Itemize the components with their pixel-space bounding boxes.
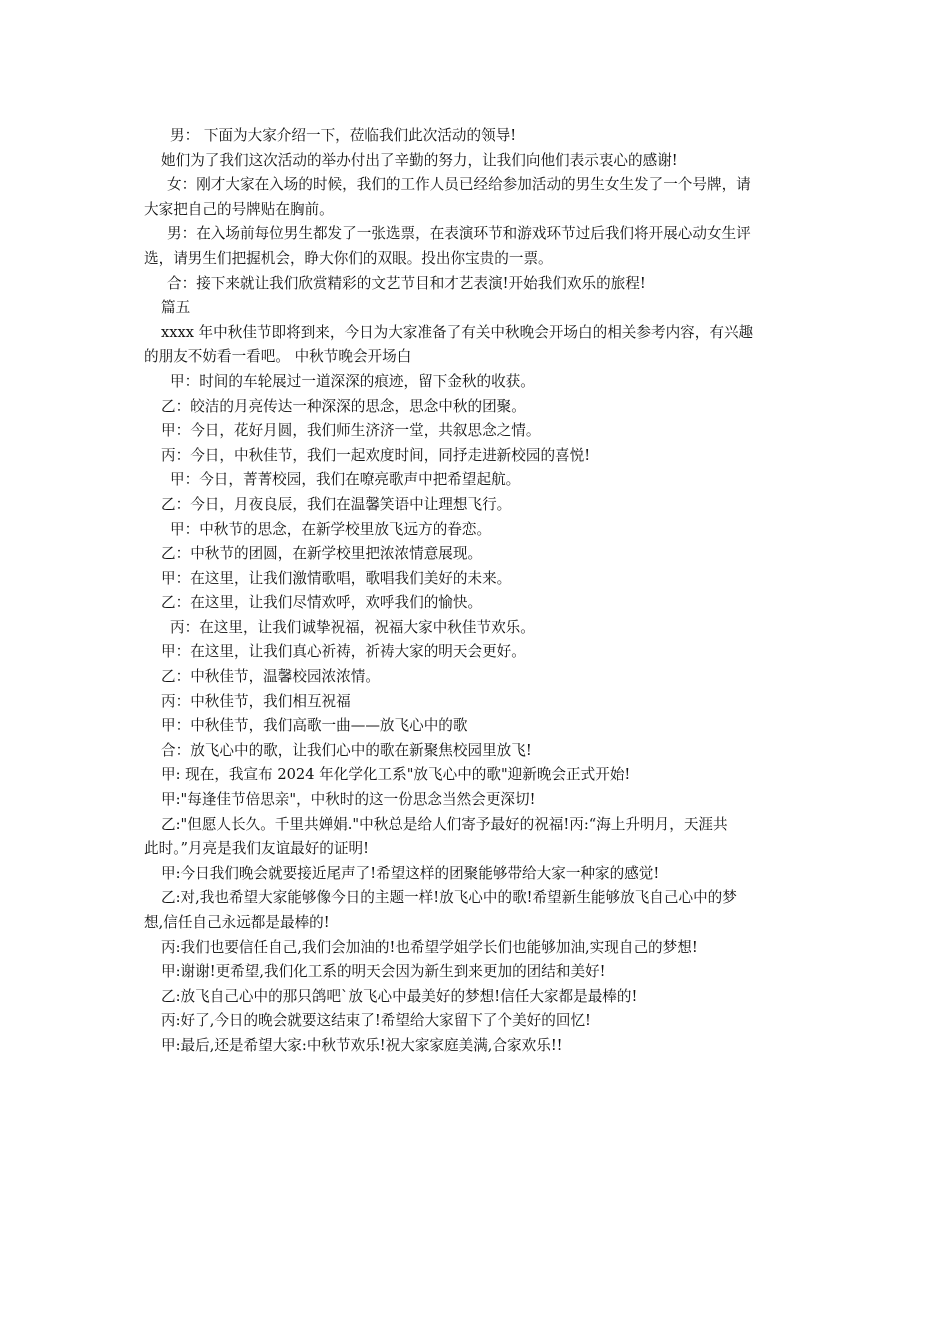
text-line: 想,信任自己永远都是最棒的! bbox=[144, 914, 330, 931]
text-line: 丙:好了,今日的晚会就要这结束了!希望给大家留下了个美好的回忆! bbox=[161, 1012, 591, 1030]
text-line: 篇五 bbox=[161, 299, 191, 317]
text-line: 此时。”月亮是我们友谊最好的证明! bbox=[144, 840, 369, 858]
text-line: 甲：在这里，让我们真心祈祷，祈祷大家的明天会更好。 bbox=[161, 643, 526, 661]
text-line: 甲：今日，菁菁校园，我们在嘹亮歌声中把希望起航。 bbox=[170, 471, 521, 489]
text-line: 合：接下来就让我们欣赏精彩的文艺节目和才艺表演!开始我们欢乐的旅程! bbox=[167, 274, 646, 292]
text-line: 选，请男生们把握机会，睁大你们的双眼。投出你宝贵的一票。 bbox=[144, 249, 553, 267]
text-line: 乙：今日，月夜良辰，我们在温馨笑语中让理想飞行。 bbox=[161, 495, 512, 513]
text-line: 男：在入场前每位男生都发了一张选票，在表演环节和游戏环节过后我们将开展心动女生评 bbox=[167, 225, 751, 243]
text-line: 乙：皎洁的月亮传达一种深深的思念，思念中秋的团聚。 bbox=[161, 397, 526, 415]
text-line: xxxx 年中秋佳节即将到来，今日为大家准备了有关中秋晚会开场白的相关参考内容，有兴趣 bbox=[161, 323, 754, 341]
text-line: 丙：在这里，让我们诚挚祝福，祝福大家中秋佳节欢乐。 bbox=[170, 618, 535, 636]
text-line: 大家把自己的号牌贴在胸前。 bbox=[144, 200, 334, 218]
text-line: 甲:谢谢!更希望,我们化工系的明天会因为新生到来更加的团结和美好! bbox=[161, 963, 606, 981]
text-line: 甲:"每逢佳节倍思亲"，中秋时的这一份思念当然会更深切! bbox=[161, 791, 536, 809]
text-line: 的朋友不妨看一看吧。 中秋节晚会开场白 bbox=[144, 348, 412, 366]
text-line: 男： 下面为大家介绍一下，莅临我们此次活动的领导! bbox=[170, 127, 517, 144]
text-line: 乙：在这里，让我们尽情欢呼，欢呼我们的愉快。 bbox=[161, 594, 483, 612]
text-line: 丙：中秋佳节，我们相互祝福 bbox=[161, 692, 351, 710]
text-line: 甲:今日我们晚会就要接近尾声了!希望这样的团聚能够带给大家一种家的感觉! bbox=[161, 864, 660, 882]
text-line: 乙：中秋节的团圆，在新学校里把浓浓情意展现。 bbox=[161, 545, 483, 563]
text-line: 乙：中秋佳节，温馨校园浓浓情。 bbox=[161, 668, 380, 686]
text-line: 丙：今日，中秋佳节，我们一起欢度时间，同抒走进新校园的喜悦! bbox=[161, 446, 591, 464]
text-line: 甲:最后,还是希望大家:中秋节欢乐!祝大家家庭美满,合家欢乐!! bbox=[161, 1036, 563, 1054]
text-line: 乙:对,我也希望大家能够像今日的主题一样!放飞心中的歌!希望新生能够放飞自己心中的梦 bbox=[161, 889, 737, 907]
text-line: 女：刚才大家在入场的时候，我们的工作人员已经给参加活动的男生女生发了一个号牌，请 bbox=[167, 176, 751, 194]
text-line: 甲：今日，花好月圆，我们师生济济一堂，共叙思念之情。 bbox=[161, 422, 541, 440]
text-line: 她们为了我们这次活动的举办付出了辛勤的努力，让我们向他们表示衷心的感谢! bbox=[161, 151, 678, 169]
document-body bbox=[144, 124, 808, 1059]
text-line: 乙:"但愿人长久。千里共婵娟."中秋总是给人们寄予最好的祝福!丙:“海上升明月，天涯共 bbox=[161, 815, 728, 833]
text-line: 甲：时间的车轮展过一道深深的痕迹，留下金秋的收获。 bbox=[170, 372, 535, 390]
text-line: 甲: 现在，我宣布 2024 年化学化工系"放飞心中的歌"迎新晚会正式开始! bbox=[161, 766, 631, 784]
text-line: 甲：中秋佳节，我们高歌一曲——放飞心中的歌 bbox=[161, 717, 468, 735]
text-line: 乙:放飞自己心中的那只鸽吧`放飞心中最美好的梦想!信任大家都是最棒的! bbox=[161, 987, 638, 1005]
text-line: 合：放飞心中的歌，让我们心中的歌在新聚焦校园里放飞! bbox=[161, 741, 532, 759]
text-line: 丙:我们也要信任自己,我们会加油的!也希望学姐学长们也能够加油,实现自己的梦想! bbox=[161, 938, 698, 956]
text-line: 甲：在这里，让我们激情歌唱，歌唱我们美好的未来。 bbox=[161, 569, 512, 587]
text-line: 甲：中秋节的思念，在新学校里放飞远方的眷恋。 bbox=[170, 520, 492, 538]
